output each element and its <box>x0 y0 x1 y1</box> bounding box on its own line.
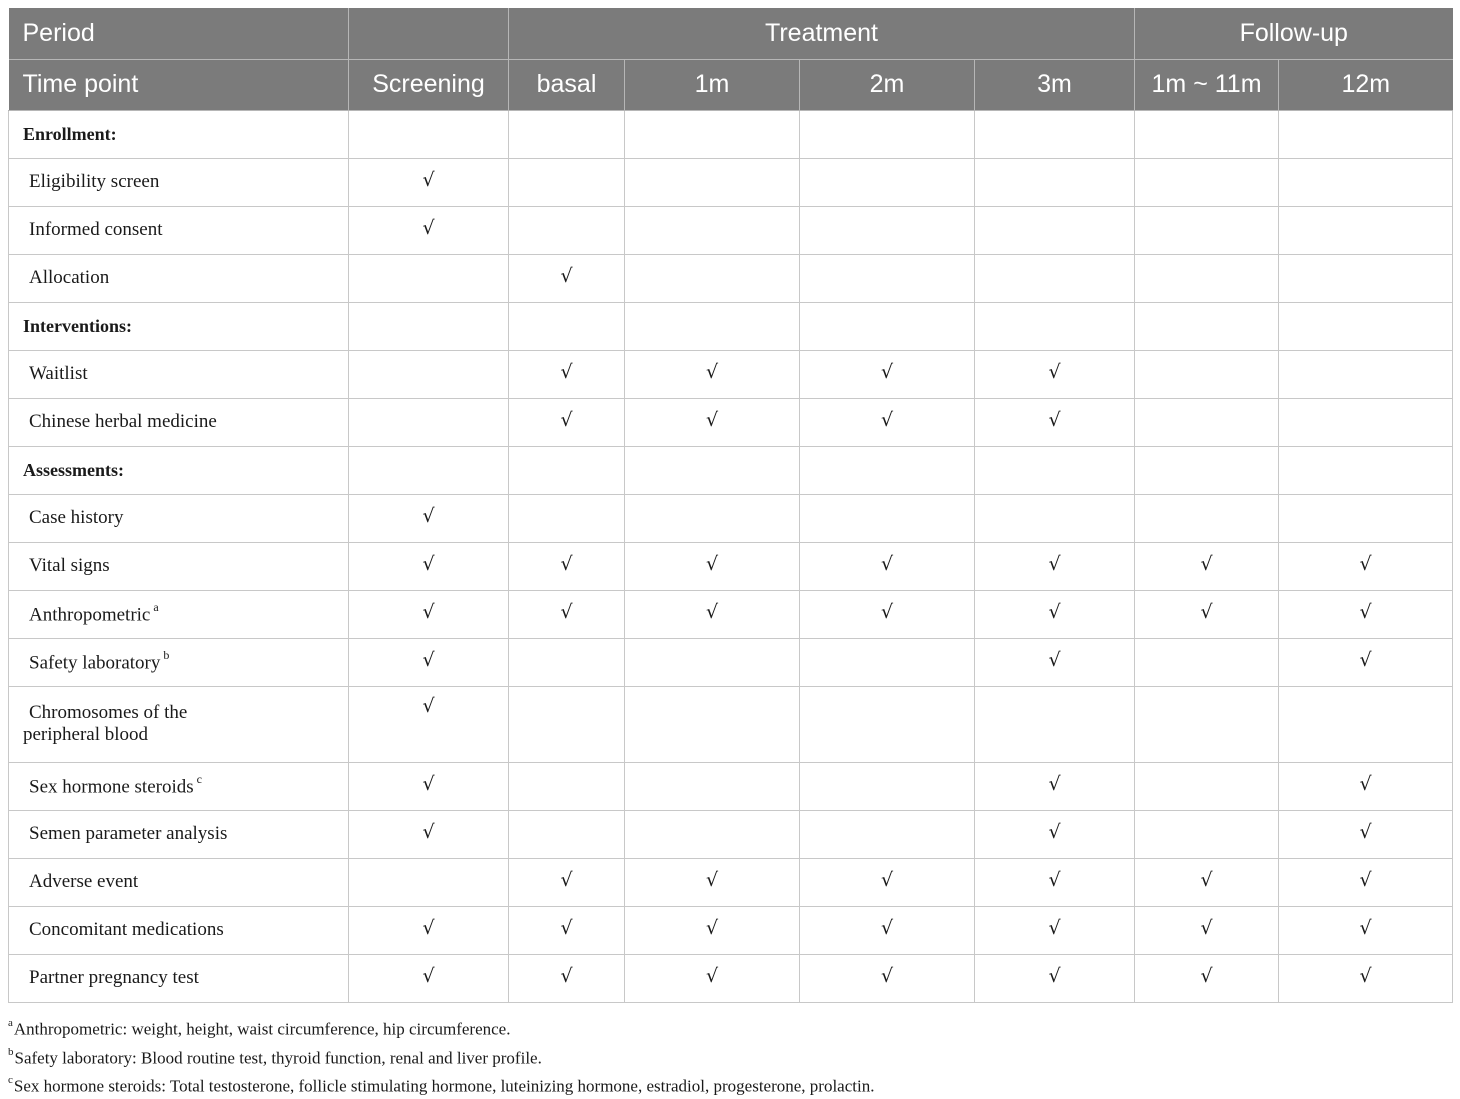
check-mark-icon: √ <box>1200 600 1213 623</box>
table-row <box>9 158 1453 206</box>
row-label <box>9 810 349 858</box>
row-label-text: Allocation <box>29 267 110 288</box>
check-cell <box>800 398 975 446</box>
check-mark-icon: √ <box>1359 868 1372 891</box>
empty-cell <box>349 302 509 350</box>
check-mark-icon: √ <box>1359 820 1372 843</box>
check-cell <box>625 542 800 590</box>
empty-cell <box>1135 158 1279 206</box>
check-cell <box>349 686 509 762</box>
check-mark-icon: √ <box>1048 772 1061 795</box>
check-mark-icon: √ <box>705 600 719 623</box>
check-cell <box>800 590 975 638</box>
check-cell <box>975 398 1135 446</box>
check-cell <box>509 858 625 906</box>
empty-cell <box>1279 206 1453 254</box>
check-cell <box>509 398 625 446</box>
empty-cell <box>625 638 800 686</box>
footnote-b <box>8 1042 874 1071</box>
check-mark-icon: √ <box>1359 964 1372 987</box>
table-row <box>9 542 1453 590</box>
check-mark-icon: √ <box>705 360 719 383</box>
check-mark-icon: √ <box>422 504 435 527</box>
check-mark-icon: √ <box>880 408 894 431</box>
check-cell <box>349 638 509 686</box>
header-col-3m: 3m <box>975 59 1135 110</box>
empty-cell <box>509 686 625 762</box>
row-label <box>9 638 349 686</box>
check-cell <box>800 350 975 398</box>
check-mark-icon: √ <box>560 600 573 623</box>
table-row <box>9 906 1453 954</box>
table-header <box>9 8 1453 110</box>
empty-cell <box>975 110 1135 158</box>
empty-cell <box>800 446 975 494</box>
row-label-text: Waitlist <box>29 363 88 384</box>
check-cell <box>625 398 800 446</box>
empty-cell <box>1279 494 1453 542</box>
check-cell <box>1135 542 1279 590</box>
row-label-text: Anthropometric <box>29 604 151 626</box>
empty-cell <box>975 686 1135 762</box>
header-row-time-point <box>9 59 1453 110</box>
row-label-text: Vital signs <box>29 555 110 576</box>
empty-cell <box>975 254 1135 302</box>
check-cell <box>349 542 509 590</box>
check-mark-icon: √ <box>1359 916 1372 939</box>
empty-cell <box>625 158 800 206</box>
row-label <box>9 590 349 638</box>
empty-cell <box>1279 398 1453 446</box>
empty-cell <box>800 110 975 158</box>
footnote-mark: c <box>8 1074 13 1087</box>
check-mark-icon: √ <box>560 360 573 383</box>
table-row <box>9 762 1453 810</box>
check-mark-icon: √ <box>1048 916 1061 939</box>
section-label: Enrollment: <box>9 110 349 158</box>
check-mark-icon: √ <box>1048 552 1061 575</box>
check-mark-icon: √ <box>560 964 573 987</box>
check-mark-icon: √ <box>1048 360 1061 383</box>
check-cell <box>349 954 509 1002</box>
check-cell <box>349 590 509 638</box>
empty-cell <box>509 302 625 350</box>
check-mark-icon: √ <box>1048 648 1061 671</box>
check-mark-icon: √ <box>705 408 719 431</box>
header-row-period <box>9 8 1453 59</box>
check-cell <box>1135 590 1279 638</box>
empty-cell <box>800 158 975 206</box>
check-mark-icon: √ <box>422 552 435 575</box>
empty-cell <box>349 858 509 906</box>
empty-cell <box>800 494 975 542</box>
row-label-text: Chinese herbal medicine <box>29 411 217 432</box>
empty-cell <box>1135 446 1279 494</box>
empty-cell <box>349 350 509 398</box>
empty-cell <box>509 206 625 254</box>
check-cell <box>975 638 1135 686</box>
row-label-text: Adverse event <box>29 871 139 892</box>
empty-cell <box>1279 110 1453 158</box>
header-period-screening-blank <box>349 8 509 59</box>
header-col-screening: Screening <box>349 59 509 110</box>
check-mark-icon: √ <box>560 552 573 575</box>
check-cell <box>1279 954 1453 1002</box>
row-label-text: Informed consent <box>29 219 163 240</box>
empty-cell <box>349 110 509 158</box>
check-mark-icon: √ <box>422 648 435 671</box>
check-mark-icon: √ <box>1200 916 1213 939</box>
row-label <box>9 954 349 1002</box>
empty-cell <box>1135 254 1279 302</box>
check-cell <box>509 350 625 398</box>
section-row <box>9 110 1453 158</box>
footnote-ref: a <box>153 599 159 614</box>
check-mark-icon: √ <box>422 916 435 939</box>
empty-cell <box>800 638 975 686</box>
row-label <box>9 906 349 954</box>
check-mark-icon: √ <box>880 600 894 623</box>
empty-cell <box>1279 446 1453 494</box>
header-col-2m: 2m <box>800 59 975 110</box>
header-col-12m: 12m <box>1279 59 1453 110</box>
header-treatment: Treatment <box>509 8 1135 59</box>
section-row <box>9 446 1453 494</box>
empty-cell <box>1135 494 1279 542</box>
check-cell <box>625 858 800 906</box>
check-mark-icon: √ <box>1048 964 1061 987</box>
footnote-text: Anthropometric: weight, height, waist circumference, hip circumference. <box>13 1019 511 1039</box>
check-cell <box>800 858 975 906</box>
empty-cell <box>625 206 800 254</box>
empty-cell <box>509 762 625 810</box>
row-label <box>9 158 349 206</box>
empty-cell <box>625 302 800 350</box>
check-cell <box>975 762 1135 810</box>
check-cell <box>625 590 800 638</box>
empty-cell <box>1135 762 1279 810</box>
check-mark-icon: √ <box>1048 408 1061 431</box>
table-row <box>9 590 1453 638</box>
check-mark-icon: √ <box>560 264 573 287</box>
empty-cell <box>625 810 800 858</box>
empty-cell <box>349 398 509 446</box>
footnote-ref: b <box>163 647 170 662</box>
empty-cell <box>625 686 800 762</box>
check-cell <box>975 954 1135 1002</box>
check-mark-icon: √ <box>1200 964 1213 987</box>
check-cell <box>975 590 1135 638</box>
footnote-text: Safety laboratory: Blood routine test, thyroid function, renal and liver profile. <box>14 1048 542 1068</box>
footnote-mark: a <box>8 1017 13 1029</box>
empty-cell <box>1279 254 1453 302</box>
row-label <box>9 254 349 302</box>
empty-cell <box>1135 686 1279 762</box>
check-mark-icon: √ <box>422 216 435 239</box>
row-label-text: Safety laboratory <box>29 652 161 674</box>
empty-cell <box>1279 158 1453 206</box>
row-label <box>9 858 349 906</box>
row-label-text: Partner pregnancy test <box>29 967 199 988</box>
footnote-c <box>8 1070 874 1099</box>
empty-cell <box>1279 302 1453 350</box>
empty-cell <box>1135 398 1279 446</box>
empty-cell <box>975 206 1135 254</box>
header-col-1m: 1m <box>625 59 800 110</box>
empty-cell <box>1135 638 1279 686</box>
section-label: Interventions: <box>9 302 349 350</box>
row-label-text: Sex hormone steroids <box>29 776 194 798</box>
table-row <box>9 638 1453 686</box>
empty-cell <box>625 254 800 302</box>
check-mark-icon: √ <box>1200 868 1213 891</box>
row-label <box>9 542 349 590</box>
header-col-basal: basal <box>509 59 625 110</box>
check-mark-icon: √ <box>880 868 894 891</box>
table-row <box>9 350 1453 398</box>
section-row <box>9 302 1453 350</box>
table-row <box>9 398 1453 446</box>
check-mark-icon: √ <box>880 964 894 987</box>
check-cell <box>349 906 509 954</box>
empty-cell <box>1135 350 1279 398</box>
empty-cell <box>1279 350 1453 398</box>
empty-cell <box>800 302 975 350</box>
table-row <box>9 686 1453 762</box>
empty-cell <box>1135 302 1279 350</box>
row-label-line: Chromosomes of the <box>29 702 188 723</box>
table-row <box>9 954 1453 1002</box>
check-mark-icon: √ <box>880 552 894 575</box>
row-label <box>9 686 349 762</box>
check-cell <box>975 810 1135 858</box>
footnotes <box>8 1013 874 1099</box>
check-cell <box>625 350 800 398</box>
check-mark-icon: √ <box>880 360 894 383</box>
check-cell <box>349 206 509 254</box>
check-mark-icon: √ <box>1359 600 1372 623</box>
table-row <box>9 206 1453 254</box>
empty-cell <box>509 810 625 858</box>
empty-cell <box>975 158 1135 206</box>
empty-cell <box>975 494 1135 542</box>
empty-cell <box>509 638 625 686</box>
empty-cell <box>509 158 625 206</box>
empty-cell <box>509 446 625 494</box>
check-cell <box>1135 954 1279 1002</box>
check-mark-icon: √ <box>1048 820 1061 843</box>
check-mark-icon: √ <box>1359 648 1372 671</box>
header-col-1m-11m: 1m ~ 11m <box>1135 59 1279 110</box>
check-mark-icon: √ <box>1200 552 1213 575</box>
empty-cell <box>625 110 800 158</box>
check-cell <box>509 542 625 590</box>
empty-cell <box>1135 810 1279 858</box>
check-mark-icon: √ <box>422 964 435 987</box>
empty-cell <box>800 206 975 254</box>
check-cell <box>800 906 975 954</box>
empty-cell <box>625 494 800 542</box>
empty-cell <box>625 446 800 494</box>
check-mark-icon: √ <box>422 168 435 191</box>
check-mark-icon: √ <box>705 552 719 575</box>
table-row <box>9 858 1453 906</box>
footnote-a <box>8 1013 874 1042</box>
check-cell <box>625 954 800 1002</box>
check-mark-icon: √ <box>422 772 435 795</box>
check-cell <box>1279 858 1453 906</box>
empty-cell <box>509 110 625 158</box>
check-cell <box>800 954 975 1002</box>
check-cell <box>349 810 509 858</box>
check-cell <box>1279 906 1453 954</box>
row-label <box>9 762 349 810</box>
empty-cell <box>975 446 1135 494</box>
check-cell <box>975 542 1135 590</box>
row-label-text: Concomitant medications <box>29 919 224 940</box>
check-mark-icon: √ <box>560 868 573 891</box>
table-row <box>9 494 1453 542</box>
check-cell <box>625 906 800 954</box>
check-cell <box>1279 762 1453 810</box>
footnote-mark: b <box>8 1045 14 1058</box>
empty-cell <box>509 494 625 542</box>
check-mark-icon: √ <box>560 916 573 939</box>
check-cell <box>800 542 975 590</box>
check-cell <box>975 906 1135 954</box>
row-label-text: Eligibility screen <box>29 171 160 192</box>
row-label <box>9 206 349 254</box>
check-cell <box>349 158 509 206</box>
check-mark-icon: √ <box>1359 772 1372 795</box>
check-cell <box>975 350 1135 398</box>
check-cell <box>1135 858 1279 906</box>
header-time-point: Time point <box>9 59 349 110</box>
empty-cell <box>800 254 975 302</box>
check-mark-icon: √ <box>1048 600 1061 623</box>
check-mark-icon: √ <box>422 820 435 843</box>
check-mark-icon: √ <box>422 694 435 717</box>
row-label-text: Case history <box>29 507 124 528</box>
check-mark-icon: √ <box>705 964 719 987</box>
row-label <box>9 398 349 446</box>
empty-cell <box>349 254 509 302</box>
check-mark-icon: √ <box>705 868 719 891</box>
empty-cell <box>975 302 1135 350</box>
row-label <box>9 494 349 542</box>
check-cell <box>349 762 509 810</box>
check-cell <box>1279 638 1453 686</box>
check-mark-icon: √ <box>880 916 894 939</box>
footnote-ref: c <box>196 771 202 786</box>
header-followup: Follow-up <box>1135 8 1453 59</box>
header-period: Period <box>9 8 349 59</box>
row-label <box>9 350 349 398</box>
check-cell <box>509 254 625 302</box>
check-mark-icon: √ <box>705 916 719 939</box>
check-mark-icon: √ <box>560 408 573 431</box>
schedule-table <box>8 8 1453 1003</box>
empty-cell <box>625 762 800 810</box>
check-cell <box>509 954 625 1002</box>
check-cell <box>509 906 625 954</box>
empty-cell <box>800 810 975 858</box>
empty-cell <box>800 762 975 810</box>
empty-cell <box>1279 686 1453 762</box>
empty-cell <box>800 686 975 762</box>
check-cell <box>975 858 1135 906</box>
empty-cell <box>1135 110 1279 158</box>
check-cell <box>1279 590 1453 638</box>
section-label: Assessments: <box>9 446 349 494</box>
empty-cell <box>349 446 509 494</box>
table-row <box>9 254 1453 302</box>
check-cell <box>509 590 625 638</box>
check-cell <box>1279 542 1453 590</box>
table-row <box>9 810 1453 858</box>
check-cell <box>349 494 509 542</box>
check-cell <box>1135 906 1279 954</box>
footnote-text: Sex hormone steroids: Total testosterone, follicle stimulating hormone, luteinizing hormone, estradiol, progesterone, prolactin. <box>13 1076 875 1096</box>
table-body <box>9 110 1453 1002</box>
check-mark-icon: √ <box>1359 552 1372 575</box>
empty-cell <box>1135 206 1279 254</box>
check-mark-icon: √ <box>1048 868 1061 891</box>
check-mark-icon: √ <box>422 600 435 623</box>
check-cell <box>1279 810 1453 858</box>
row-label-line: peripheral blood <box>23 724 149 745</box>
row-label-text: Semen parameter analysis <box>29 823 228 844</box>
